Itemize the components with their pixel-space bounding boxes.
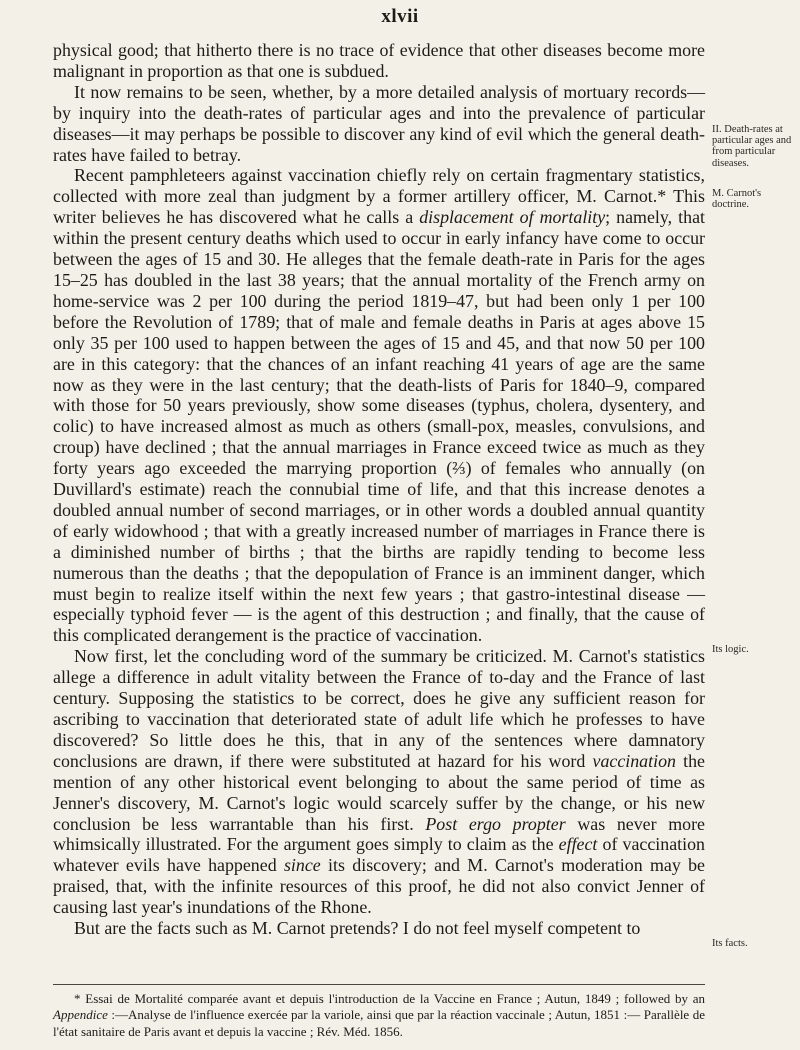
page-number: xlvii (381, 6, 419, 27)
paragraph-segment: since (283, 855, 321, 876)
paragraph-5 (53, 918, 705, 939)
sidenote-carnot-doctrine: M. Carnot's doctrine. (712, 188, 762, 211)
paragraph-segment: ; namely, that within the present century deaths which used to occur in early infancy have come to occur between the ages of 15 and 30. He alleges that the female death-rate in Paris for the ages 15–25 has doubled in the last 38 years; that the annual mortality of the French army on home-service was 2 per 100 during the period 1819–47, but had been only 1 per 100 before the Revolution of 1789; that of male and female deaths in Paris at ages above 15 only 35 per 100 used to happen between the ages of 15 and 45, and that now 50 per 100 are in this category: that the chances of an infant reaching 41 years of age are the same now as they were in the last century; that the death-lists of Paris for 1840–9, compared with those for 50 years previously, show some diseases (typhus, cholera, dysentery, and colic) to have increased almost as much as others (small-pox, measles, convulsions, and croup) have declined ; that the annual marriages in France exceed twice as much as they forty years ago exceeded the marrying proportion (⅔) of females who annually (on Duvillard's estimate) reach the connubial time of life, and that this increase denotes a doubled annual number of second marriages, or in other words a doubled annual quantity of early widowhood ; that with a greatly increased number of marriages in France there is a diminished number of births ; that the births are rapidly tending to become less numerous than the deaths ; that the depopulation of France is an imminent danger, which must begin to realize itself within the next few years ; that gastro-intestinal disease — especially typhoid fever — is the agent of this destruction ; and finally, that the cause of this complicated derangement is the practice of vaccination. (53, 207, 705, 646)
paragraph-3 (53, 165, 705, 646)
footnote-segment: Appendice (53, 1007, 108, 1023)
paragraph-segment: physical good; that hitherto there is no trace of evidence that other diseases become more malignant in proportion as that one is subdued. (53, 40, 705, 81)
paragraph-segment: displacement of mortality (419, 207, 606, 228)
paragraph-segment: Post ergo propter (425, 813, 566, 834)
body-text (53, 40, 705, 939)
paragraph-segment: effect (558, 834, 598, 855)
sidenote-its-logic: Its logic. (712, 644, 749, 655)
paragraph-segment: vaccination (592, 750, 676, 771)
paragraph-1 (53, 40, 705, 82)
footnote-divider (53, 984, 705, 985)
paragraph-segment: It now remains to be seen, whether, by a more detailed analysis of mortuary records—by inquiry into the death-rates of particular ages and into the prevalence of particular diseases—it may perhaps be possible to discover any kind of evil which the general death-rates have failed to betray. (53, 81, 705, 165)
paragraph-segment: But are the facts such as M. Carnot pretends? I do not feel myself competent to (74, 918, 641, 939)
paragraph-2 (53, 82, 705, 166)
paragraph-segment: Recent pamphleteers against vaccination chiefly rely on certain fragmentary statistics, collected with more zeal than judgment by a former artillery officer, M. Carnot.* This writer believes he has discovered what he calls a (53, 165, 705, 228)
paragraph-segment: Now first, let the concluding word of the summary be criticized. M. Carnot's statistics allege a difference in adult vitality between the France of to-day and the France of last century. Supposing the statistics to be correct, does he give any sufficient reason for ascribing to vaccination that deteriorated state of adult life which he professes to have discovered? So little does he this, that in any of the sentences where damnatory conclusions are drawn, if there were substituted at hazard for his word (53, 646, 705, 771)
footnote (53, 991, 705, 1040)
paragraph-segment: of vaccination whatever evils have happened (53, 834, 705, 876)
paragraph-segment: its discovery; and M. Carnot's moderation may be praised, that, with the infinite resources of this proof, he did not also convict Jenner of causing last year's inundations of the Rhone. (53, 855, 706, 918)
paragraph-4 (53, 646, 705, 918)
paragraph-segment: the mention of any other historical event belonging to about the same period of time as Jenner's discovery, M. Carnot's logic would scarcely suffer by the change, or his new conclusion be less warrantable than his first. (53, 750, 705, 834)
paragraph-segment: was never more whimsically illustrated. For the argument goes simply to claim as the (53, 813, 705, 855)
footnote-segment: :—Analyse de l'influence exercée par la variole, ainsi que par la réaction vaccinale ; Autun, 1851 :— Parallèle de l'état sanitaire de Paris avant et depuis la vaccine ; Rév. Méd. 1856. (53, 1007, 705, 1039)
sidenote-death-rates: II. Death-rates at particular ages and from particular diseases. (712, 124, 792, 169)
footnote-segment: * Essai de Mortalité comparée avant et depuis l'introduction de la Vaccine en France ; Autun, 1849 ; followed by an (74, 991, 705, 1006)
sidenote-its-facts: Its facts. (712, 938, 748, 949)
